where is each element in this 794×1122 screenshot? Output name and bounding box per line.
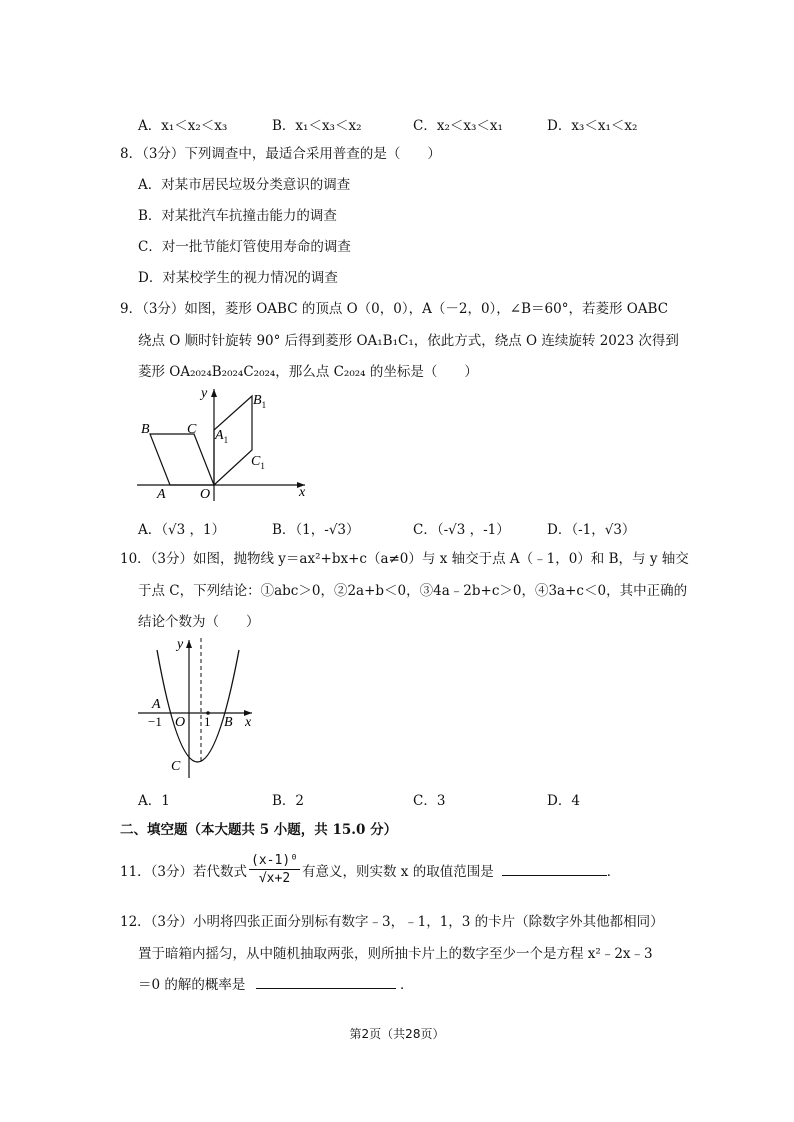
- q10-label-a: A: [152, 697, 161, 712]
- q12-stem-line1: 12．（3分）小明将四张正面分别标有数字﹣3，﹣1，1，3 的卡片（除数字外其他都相同）: [120, 914, 664, 930]
- q10-label-x: x: [245, 715, 252, 730]
- q10-stem-line2: 于点 C，下列结论：①abc＞0，②2a+b＜0，③4a﹣2b+c＞0，④3a+c＜0，其中正确的: [138, 583, 688, 599]
- q11-denominator: √x+2: [258, 871, 291, 886]
- q9-label-o: O: [200, 487, 211, 502]
- q9-label-a1: $A_1$: [215, 428, 229, 445]
- q10-label-one: 1: [204, 714, 211, 729]
- q8-option-c: C．对一批节能灯管使用寿命的调查: [138, 239, 351, 255]
- q10-label-b: B: [224, 715, 233, 730]
- q10-stem-line3: 结论个数为（ ）: [138, 614, 260, 630]
- q10-option-d: D．4: [547, 793, 580, 809]
- q11-answer-blank[interactable]: [502, 863, 607, 876]
- q9-label-a: A: [157, 487, 166, 502]
- q9-option-b: B．（1，-√3）: [272, 522, 360, 538]
- q8-option-a: A．对某市居民垃圾分类意识的调查: [138, 177, 351, 193]
- q8-stem: 8．（3分）下列调查中，最适合采用普查的是（ ）: [120, 146, 441, 162]
- q9-label-c: C: [187, 422, 197, 437]
- q9-option-a: A．（√3 ，1）: [138, 522, 226, 538]
- q11-prefix: 11．（3分）若代数式: [120, 863, 248, 880]
- q10-stem-line1: 10．（3分）如图，抛物线 y＝ax²+bx+c（a≠0）与 x 轴交于点 A（﹣1，0）和 B，与 y 轴交: [120, 551, 689, 567]
- q7-option-d: D．x₃＜x₁＜x₂: [547, 118, 638, 134]
- q9-label-b: B: [141, 422, 150, 437]
- q7-option-b: B．x₁＜x₃＜x₂: [272, 118, 362, 134]
- q10-label-c: C: [171, 759, 181, 774]
- q12-stem-line3: [138, 975, 413, 995]
- q10-option-c: C．3: [413, 793, 446, 809]
- q9-stem-line1: 9．（3分）如图，菱形 OABC 的顶点 O（0，0），A（－2，0），∠B＝60°，若菱形 OABC: [120, 301, 669, 317]
- q11-suffix: 有意义，则实数 x 的取值范围是: [302, 863, 494, 880]
- q7-option-c: C．x₂＜x₃＜x₁: [413, 118, 503, 134]
- q10-label-o: O: [175, 715, 186, 730]
- q12-line3-text: ＝0 的解的概率是: [138, 977, 246, 993]
- q8-option-b: B．对某批汽车抗撞击能力的调查: [138, 208, 337, 224]
- section-heading-fill-in: 二、填空题（本大题共 5 小题，共 15.0 分）: [120, 822, 398, 838]
- q12-answer-blank[interactable]: [256, 976, 396, 989]
- q11-numerator: (x-1)⁰: [251, 853, 298, 868]
- q8-option-d: D．对某校学生的视力情况的调查: [138, 270, 338, 286]
- q11-fraction: [249, 853, 300, 886]
- q11: [120, 853, 620, 886]
- q10-parabola-figure: [135, 634, 265, 780]
- q9-label-b1: $B_1$: [253, 393, 267, 410]
- q10-option-b: B．2: [272, 793, 305, 809]
- q10-option-a: A．1: [138, 793, 170, 809]
- q10-label-y: y: [177, 637, 184, 652]
- q9-stem-line2: 绕点 O 顺时针旋转 90° 后得到菱形 OA₁B₁C₁，依此方式，绕点 O 连续旋转 2023 次得到: [138, 333, 679, 349]
- q9-option-d: D．（-1，√3）: [547, 522, 636, 538]
- q9-label-x: x: [299, 485, 306, 500]
- q7-option-a: A．x₁＜x₂＜x₃: [138, 118, 228, 134]
- q9-label-y: y: [201, 386, 208, 401]
- q9-option-c: C．（-√3 ，-1）: [413, 522, 510, 538]
- q9-label-c1: $C_1$: [251, 454, 265, 471]
- page-footer: 第2页（共28页）: [349, 1027, 445, 1041]
- q10-label-neg1: −1: [148, 714, 162, 729]
- q9-stem-line3: 菱形 OA₂₀₂₄B₂₀₂₄C₂₀₂₄，那么点 C₂₀₂₄ 的坐标是（ ）: [138, 364, 478, 380]
- q12-end: ．: [399, 977, 414, 993]
- q9-rhombus-figure: [135, 383, 315, 503]
- q11-end: ．: [606, 863, 621, 880]
- q12-stem-line2: 置于暗箱内摇匀，从中随机抽取两张，则所抽卡片上的数字至少一个是方程 x²﹣2x﹣3: [138, 946, 653, 962]
